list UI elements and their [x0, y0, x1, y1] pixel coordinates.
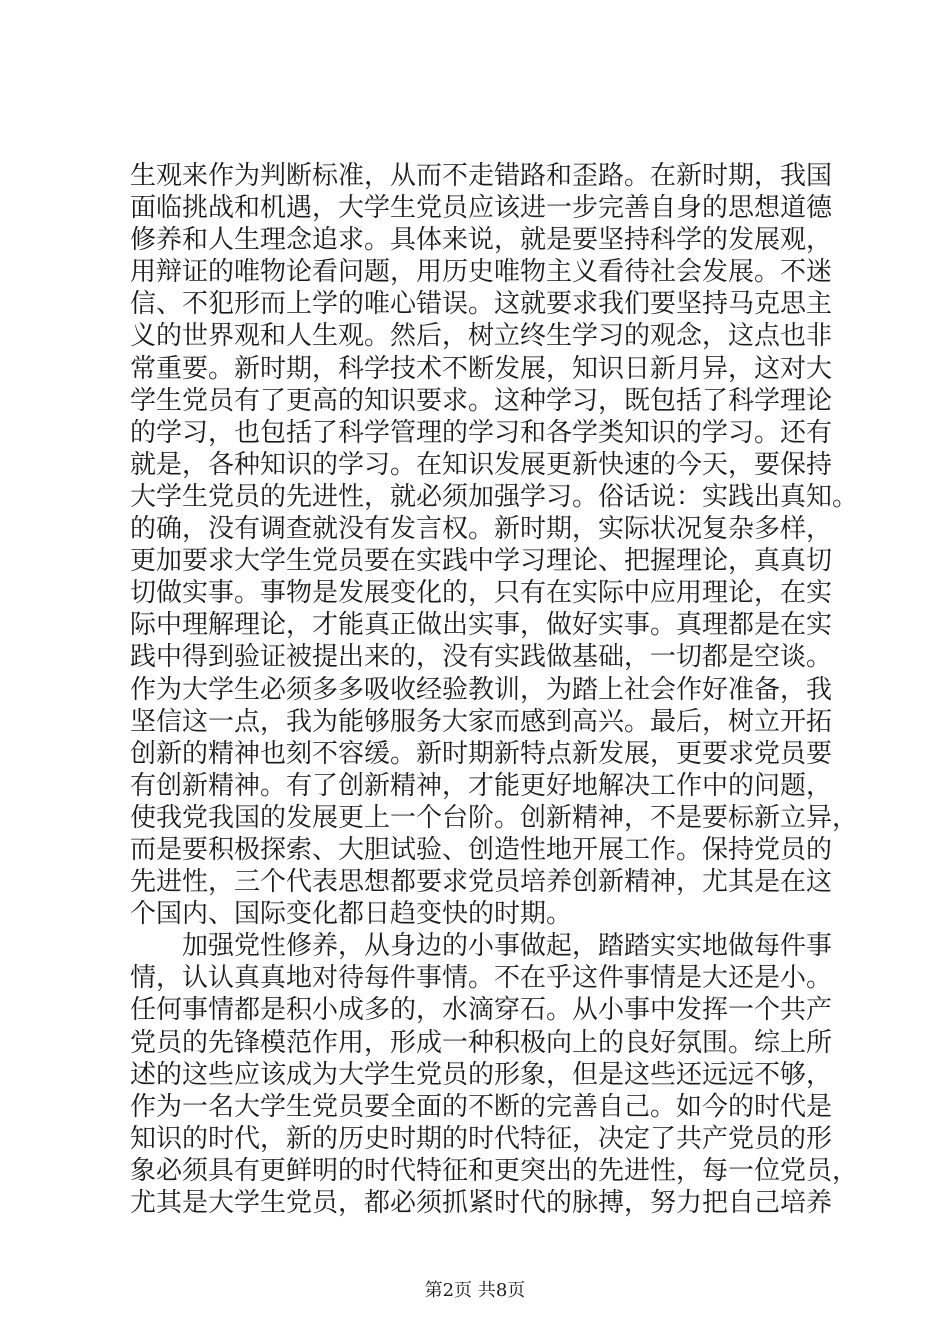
text-line: 的确，没有调查就没有发言权。新时期，实际状况复杂多样， — [130, 514, 833, 545]
text-line: 义的世界观和人生观。然后，树立终生学习的观念，这点也非 — [130, 321, 833, 352]
text-line: 学生党员有了更高的知识要求。这种学习，既包括了科学理论 — [130, 385, 833, 416]
text-line: 先进性，三个代表思想都要求党员培养创新精神，尤其是在这 — [130, 867, 833, 898]
text-line: 象必须具有更鲜明的时代特征和更突出的先进性，每一位党员， — [130, 1155, 859, 1186]
text-line: 的学习，也包括了科学管理的学习和各学类知识的学习。还有 — [130, 417, 833, 448]
text-line: 创新的精神也刻不容缓。新时期新特点新发展，更要求党员要 — [130, 738, 833, 769]
text-line: 有创新精神。有了创新精神，才能更好地解决工作中的问题， — [130, 770, 833, 801]
text-line: 用辩证的唯物论看问题，用历史唯物主义看待社会发展。不迷 — [130, 257, 833, 288]
text-line: 作为大学生必须多多吸收经验教训，为踏上社会作好准备，我 — [130, 674, 833, 705]
text-line: 党员的先锋模范作用，形成一种积极向上的良好氛围。综上所 — [130, 1027, 833, 1058]
text-line: 就是，各种知识的学习。在知识发展更新快速的今天，要保持 — [130, 449, 833, 480]
text-line: 而是要积极探索、大胆试验、创造性地开展工作。保持党员的 — [130, 834, 833, 865]
text-line: 大学生党员的先进性，就必须加强学习。俗话说：实践出真知。 — [130, 481, 859, 512]
text-line: 作为一名大学生党员要全面的不断的完善自己。如今的时代是 — [130, 1091, 833, 1122]
text-line: 生观来作为判断标准，从而不走错路和歪路。在新时期，我国 — [130, 161, 833, 191]
text-line: 任何事情都是积小成多的，水滴穿石。从小事中发挥一个共产 — [130, 995, 833, 1026]
page-number-footer: 第2页 共8页 — [424, 1280, 526, 1301]
text-line: 践中得到验证被提出来的，没有实践做基础，一切都是空谈。 — [130, 642, 833, 673]
text-line: 知识的时代，新的历史时期的时代特征，决定了共产党员的形 — [130, 1123, 833, 1154]
body-text — [130, 160, 859, 1219]
text-line: 常重要。新时期，科学技术不断发展，知识日新月异，这对大 — [130, 353, 833, 384]
text-line: 个国内、国际变化都日趋变快的时期。 — [130, 899, 573, 930]
text-line: 尤其是大学生党员，都必须抓紧时代的脉搏，努力把自己培养 — [130, 1188, 833, 1218]
text-line: 际中理解理论，才能真正做出实事，做好实事。真理都是在实 — [130, 610, 833, 641]
text-line: 坚信这一点，我为能够服务大家而感到高兴。最后，树立开拓 — [130, 706, 833, 737]
text-line: 更加要求大学生党员要在实践中学习理论、把握理论，真真切 — [130, 546, 833, 577]
text-line: 使我党我国的发展更上一个台阶。创新精神，不是要标新立异， — [130, 802, 859, 833]
text-line: 面临挑战和机遇，大学生党员应该进一步完善自身的思想道德 — [130, 193, 833, 224]
text-line: 信、不犯形而上学的唯心错误。这就要求我们要坚持马克思主 — [130, 289, 833, 320]
text-line: 情，认认真真地对待每件事情。不在乎这件事情是大还是小。 — [130, 963, 833, 994]
text-line: 修养和人生理念追求。具体来说，就是要坚持科学的发展观， — [130, 225, 833, 256]
text-line: 述的这些应该成为大学生党员的形象，但是这些还远远不够， — [130, 1059, 833, 1090]
paragraph-start-line: 加强党性修养，从身边的小事做起，踏踏实实地做每件事 — [182, 931, 833, 962]
text-line: 切做实事。事物是发展变化的，只有在实际中应用理论，在实 — [130, 578, 833, 609]
